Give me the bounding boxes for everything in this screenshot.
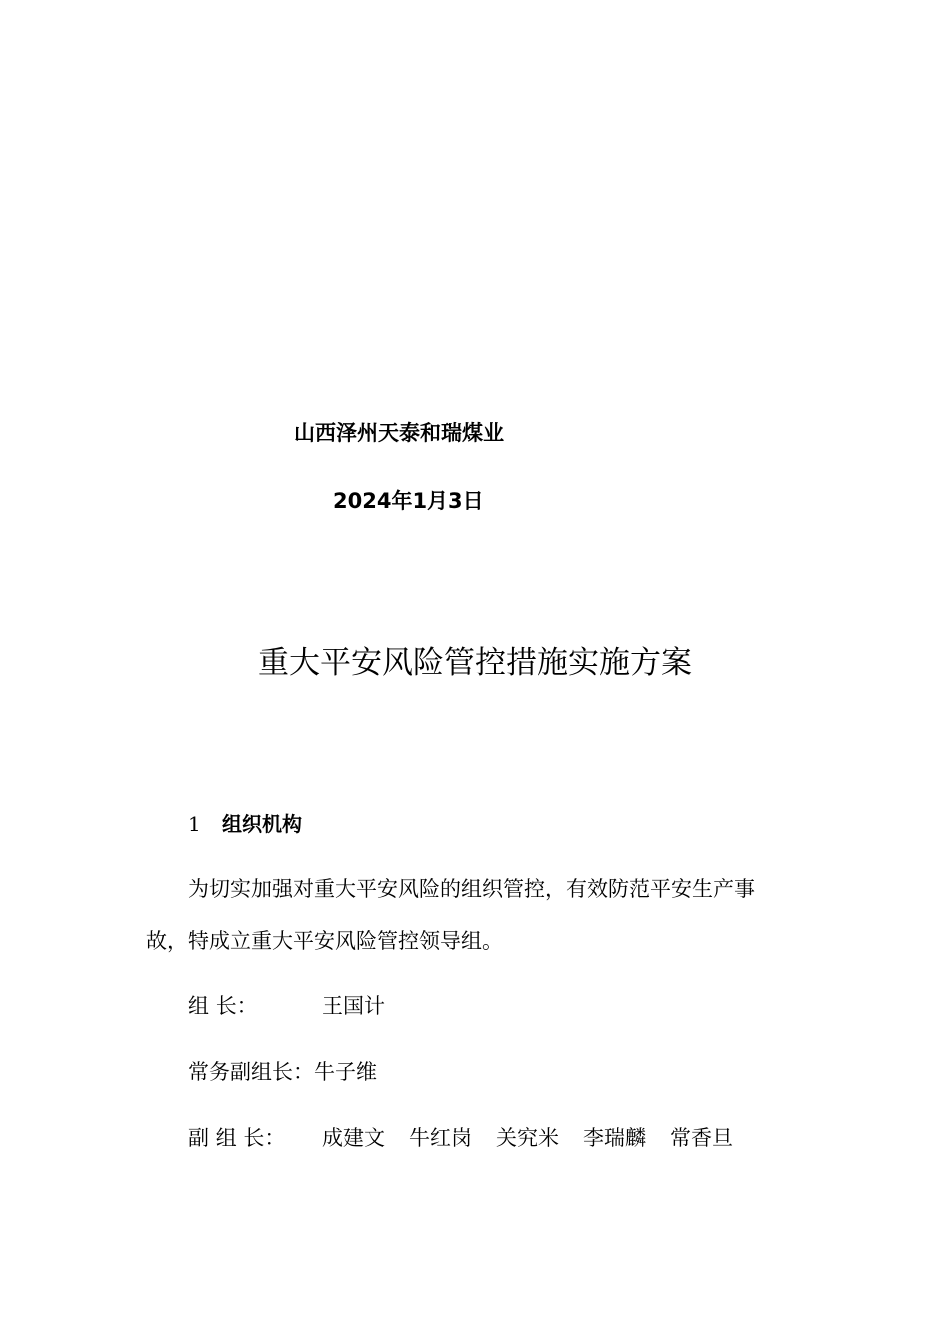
section-heading-text: 组织机构 — [222, 812, 302, 836]
member-name: 成建文 — [322, 1126, 385, 1150]
company-name: 山西泽州天泰和瑞煤业 — [294, 421, 504, 445]
member-role-part: 长： — [215, 994, 258, 1018]
member-role-part: 组 — [215, 1126, 237, 1150]
member-role — [188, 1124, 322, 1152]
member-row-leader — [188, 992, 385, 1020]
member-name: 李瑞麟 — [583, 1126, 646, 1150]
member-name: 常香旦 — [670, 1126, 733, 1150]
document-date: 2024年1月3日 — [333, 489, 484, 513]
member-role-part: 组 — [188, 994, 209, 1018]
member-role-part: 副 — [188, 1126, 209, 1150]
section-number: 1 — [188, 812, 201, 836]
paragraph-line: 为切实加强对重大平安风险的组织管控，有效防范平安生产事 — [188, 877, 755, 901]
paragraph-line: 故，特成立重大平安风险管控领导组。 — [146, 929, 503, 953]
member-name: 牛红岗 — [409, 1126, 472, 1150]
member-name: 关究米 — [496, 1126, 559, 1150]
member-role-part: 长： — [243, 1126, 286, 1150]
document-title: 重大平安风险管控措施实施方案 — [258, 645, 692, 681]
member-role: 常务副组长： — [188, 1060, 314, 1084]
member-role — [188, 992, 322, 1020]
member-names: 牛子维 — [314, 1060, 377, 1084]
member-row-vice — [188, 1124, 733, 1152]
member-names: 王国计 — [322, 994, 385, 1018]
member-row-executive-vice — [188, 1058, 377, 1086]
section-heading — [188, 810, 302, 838]
